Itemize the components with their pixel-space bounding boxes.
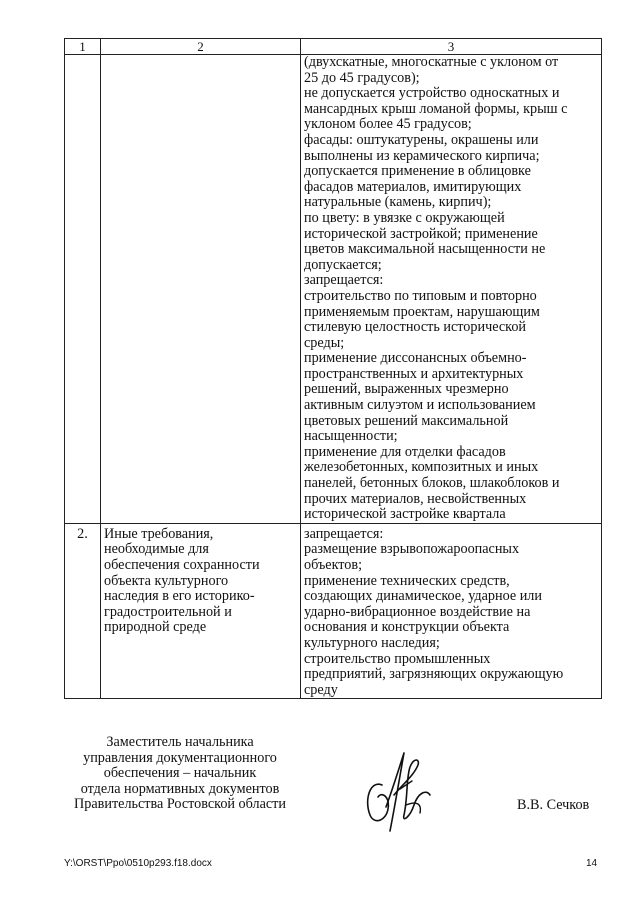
text-line: строительство промышленных xyxy=(304,650,491,667)
text-line: железобетонных, композитных и иных xyxy=(304,459,539,476)
text-line: решений, выраженных чрезмерно xyxy=(304,381,509,398)
column-header-3: 3 xyxy=(301,39,602,55)
title-line: обеспечения сохранности xyxy=(104,557,260,573)
text-line: среду xyxy=(304,681,338,698)
text-line: создающих динамическое, ударное или xyxy=(304,588,542,605)
title-line: необходимые для xyxy=(104,541,209,558)
text-line: запрещается: xyxy=(304,525,384,542)
row-title xyxy=(101,55,301,524)
text-line: выполнены из керамического кирпича; xyxy=(304,147,540,164)
row-title xyxy=(101,523,301,699)
text-line: пространственных и архитектурных xyxy=(304,365,524,382)
title-line: Иные требования, xyxy=(104,525,214,542)
text-line: стилевую целостность исторической xyxy=(304,319,527,336)
text-line: фасады: оштукатурены, окрашены или xyxy=(304,131,539,148)
position-line: Правительства Ростовской области xyxy=(74,796,286,813)
position-line: Заместитель начальника xyxy=(106,734,254,750)
title-line: объекта культурного xyxy=(104,572,229,589)
table-row xyxy=(65,523,602,699)
text-line: допускается применение в облицовке xyxy=(304,163,531,180)
text-line: уклоном более 45 градусов; xyxy=(304,116,472,133)
text-line: 25 до 45 градусов); xyxy=(304,69,420,86)
text-line: натуральные (камень, кирпич); xyxy=(304,194,492,211)
text-line: запрещается: xyxy=(304,272,384,289)
title-line: наследия в его историко- xyxy=(104,588,255,605)
text-line: фасадов материалов, имитирующих xyxy=(304,178,522,195)
text-line: строительство по типовым и повторно xyxy=(304,287,537,304)
text-line: применение диссонансных объемно- xyxy=(304,350,527,367)
text-line: применение технических средств, xyxy=(304,572,510,589)
text-line: исторической застройке квартала xyxy=(304,506,506,523)
text-line: ударно-вибрационное воздействие на xyxy=(304,603,531,620)
text-line: допускается; xyxy=(304,256,382,273)
text-line: предприятий, загрязняющих окружающую xyxy=(304,666,564,683)
row-number: 2. xyxy=(65,523,101,699)
text-line: (двухскатные, многоскатные с уклоном от xyxy=(304,54,559,70)
text-line: активным силуэтом и использованием xyxy=(304,397,536,414)
text-line: культурного наследия; xyxy=(304,634,440,651)
row-number xyxy=(65,55,101,524)
text-line: цветов максимальной насыщенности не xyxy=(304,241,546,258)
column-header-1: 1 xyxy=(65,39,101,55)
text-line: панелей, бетонных блоков, шлакоблоков и xyxy=(304,475,560,492)
title-line: природной среде xyxy=(104,619,207,636)
position-line: обеспечения – начальник xyxy=(103,765,257,782)
handwritten-signature xyxy=(360,745,440,835)
text-line: цветовых решений максимальной xyxy=(304,412,509,429)
file-path: Y:\ORST\Ppo\0510p293.f18.docx xyxy=(64,858,212,869)
text-line: основания и конструкции объекта xyxy=(304,619,510,636)
table-header-row xyxy=(65,39,602,55)
text-line: по цвету: в увязке с окружающей xyxy=(304,209,505,226)
table-row xyxy=(65,55,602,524)
text-line: объектов; xyxy=(304,557,363,573)
position-line: отдела нормативных документов xyxy=(80,780,280,797)
text-line: среды; xyxy=(304,334,345,351)
title-line: градостроительной и xyxy=(104,603,232,620)
position-line: управления документационного xyxy=(83,749,277,766)
column-header-2: 2 xyxy=(101,39,301,55)
signatory-position xyxy=(60,735,300,813)
row-requirements xyxy=(301,523,602,699)
row-requirements xyxy=(301,55,602,524)
document-table xyxy=(64,38,602,699)
text-line: не допускается устройство односкатных и xyxy=(304,85,560,102)
text-line: мансардных крыш ломаной формы, крыш с xyxy=(304,100,568,117)
text-line: размещение взрывопожароопасных xyxy=(304,541,520,558)
text-line: применение для отделки фасадов xyxy=(304,443,506,460)
text-line: насыщенности; xyxy=(304,428,398,445)
text-line: исторической застройкой; применение xyxy=(304,225,538,242)
text-line: применяемым проектам, нарушающим xyxy=(304,303,540,320)
text-line: прочих материалов, несвойственных xyxy=(304,490,527,507)
signer-name: В.В. Сечков xyxy=(517,797,590,813)
page-number: 14 xyxy=(586,858,598,869)
